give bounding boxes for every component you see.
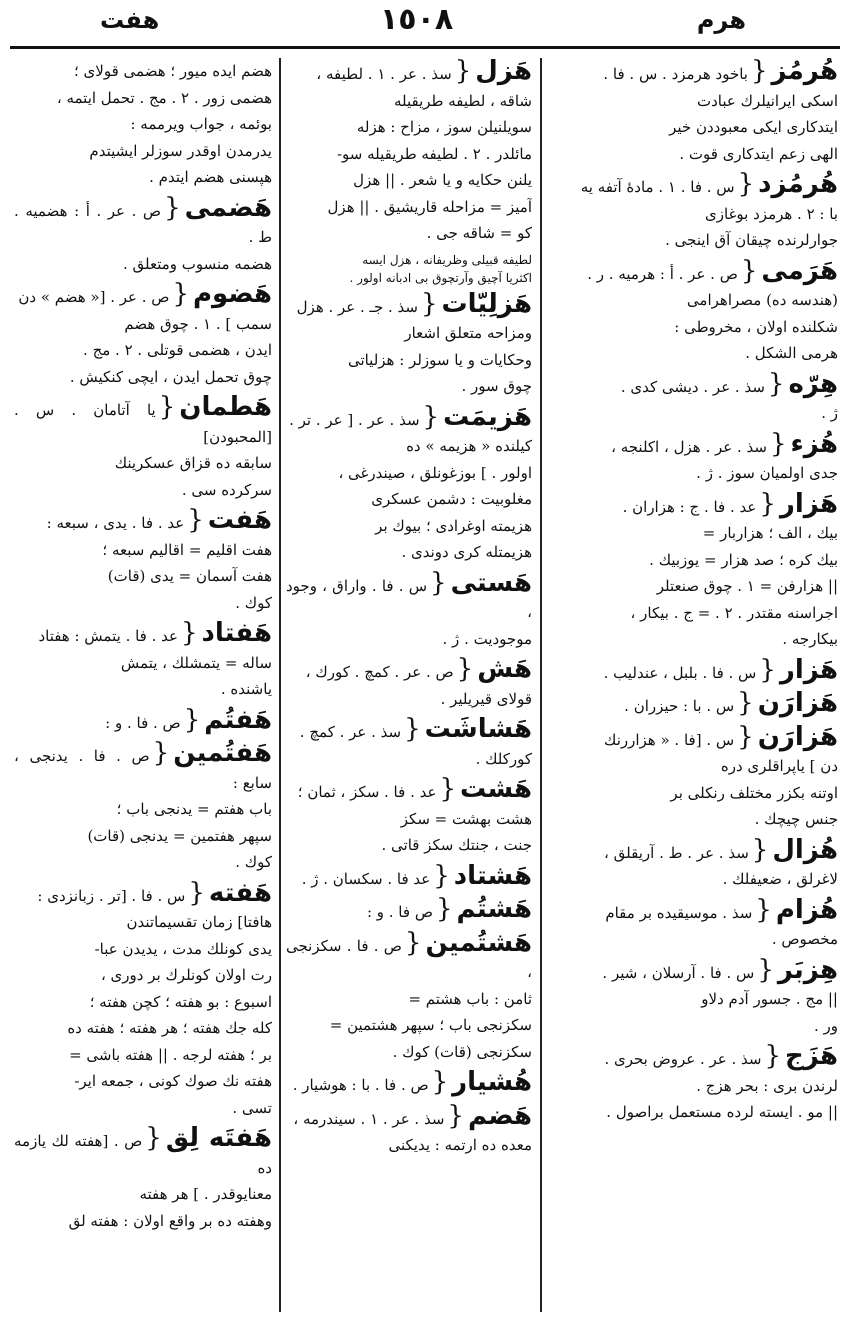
- dictionary-entry: [14, 704, 272, 737]
- headword: هَزلِيّات: [441, 288, 532, 319]
- entry-line: هشت بهشت = سكز: [400, 809, 532, 828]
- entry-line: ايتدكارى ايكى معبوددن خير: [669, 118, 838, 136]
- entry-line: مغلوبيت : دشمن عسكرى: [371, 490, 532, 508]
- entry-line: مائلدر . ٢ . لطيفه طريقيله سو-: [336, 144, 532, 163]
- headword: هَزل: [475, 58, 532, 86]
- headword: هِزبَر: [777, 954, 838, 985]
- entry-line: هَفتُمين{ص . فا . يدنجى ، سابع :: [14, 738, 272, 792]
- dictionary-entry: [548, 58, 838, 167]
- dictionary-entry: [14, 1125, 272, 1234]
- entry-line: هَفتاد{عد . فا . يتمش : هفتاد: [38, 618, 272, 648]
- entry-line: هُزام{سذ . موسيقيده بر مقام: [605, 894, 838, 925]
- entry-line: سمب ] . ١ . چوق هضم: [124, 314, 272, 333]
- dictionary-entry: [286, 927, 532, 1066]
- entry-line: هَزارَن{س . [فا . « هزاررنك: [604, 721, 838, 752]
- entry-line: بيكارجه .: [782, 630, 838, 648]
- entry-line: هَرَمى{ص . عر . أ : هرميه . ر .: [587, 255, 838, 286]
- entry-line: ايدن ، هضمى قوتلى . ٢ . مج .: [83, 341, 272, 359]
- dictionary-entry: [14, 192, 272, 278]
- entry-line: هَضوم{ص . عر . [« هضم » دن: [18, 279, 272, 309]
- entry-line: ثامن : باب هشتم =: [408, 989, 532, 1008]
- headword: هَزار: [779, 488, 838, 519]
- brace-mark: {: [750, 58, 768, 86]
- entry-line: اكثريا آچيق وآرتچوق بى ادبانه اولور .: [349, 270, 532, 285]
- entry-line: هَشتاد{عد فا . سكسان . ژ .: [301, 860, 532, 891]
- dictionary-entry: [548, 654, 838, 687]
- brace-mark: {: [433, 860, 450, 891]
- dictionary-entry: [14, 507, 272, 616]
- entry-line: جدى اولميان سوز . ژ .: [696, 464, 838, 482]
- entry-line: با : ٢ . هرمزد بوغازى: [705, 204, 838, 223]
- entry-line: چوق سور .: [461, 377, 532, 395]
- entry-line: ور .: [813, 1016, 838, 1035]
- entry-line: كيلنده « هزيمه » ده: [406, 437, 532, 455]
- header-left-catchword: هفت: [100, 6, 160, 34]
- entry-line: اولور . ] بوزغونلق ، صيندرغى ،: [338, 463, 532, 482]
- headword: هُزام: [775, 894, 838, 925]
- entry-line: هَفته{س . فا . [تر . زبانزدى :: [37, 877, 272, 908]
- dictionary-entry: [548, 690, 838, 720]
- brace-mark: {: [439, 774, 456, 804]
- entry-line: كو = شاقه جى .: [426, 224, 532, 242]
- column-divider: [540, 58, 542, 1312]
- brace-mark: {: [145, 1123, 162, 1153]
- brace-mark: {: [456, 654, 474, 684]
- dictionary-entry: [14, 281, 272, 390]
- brace-mark: {: [431, 1067, 449, 1097]
- entry-line: ژ .: [821, 404, 838, 422]
- entry-line: هَزلِيّات{سذ . جـ . عر . هزل: [296, 288, 532, 319]
- entry-line: هضم ايده ميور ؛ هضمى قولاى ؛: [74, 62, 272, 80]
- entry-line: هَزل{سذ . عر . ١ . لطيفه ،: [316, 58, 532, 86]
- headword: هَطمان: [179, 392, 272, 422]
- headword: هَزارَن: [757, 688, 838, 718]
- brace-mark: {: [764, 1041, 782, 1071]
- brace-mark: {: [454, 58, 472, 86]
- entry-line: بيك ، الف ؛ هزاربار =: [702, 524, 838, 542]
- entry-line: كوركلك .: [475, 749, 532, 768]
- entry-line: سويلنيلن سوز ، مزاح : هزله: [356, 118, 532, 136]
- dictionary-entry: [286, 896, 532, 926]
- entry-line: چوق تحمل ايدن ، ايچى كنكيش .: [69, 367, 272, 386]
- dictionary-entry: [14, 620, 272, 703]
- column-divider: [279, 58, 281, 1312]
- entry-line: هفت اقليم = اقاليم سبعه ؛: [102, 540, 272, 559]
- brace-mark: {: [158, 392, 176, 422]
- dictionary-entry: [548, 428, 838, 487]
- entry-line: هَشتُم{ص فا . و :: [366, 894, 532, 924]
- brace-mark: {: [757, 954, 774, 985]
- headword: هَستى: [450, 567, 532, 598]
- headword: هُشيار: [452, 1067, 532, 1097]
- headword: هُرمُز: [771, 58, 838, 86]
- dictionary-entry: [286, 776, 532, 859]
- brace-mark: {: [737, 169, 755, 199]
- entry-line: هُرمُزد{س . فا . ١ . مادهٔ آتفه يه: [580, 169, 838, 199]
- entry-line: هفته نك صوك كونى ، جمعه اير-: [74, 1072, 272, 1090]
- entry-line: هَزيمَت{سذ . عر . [ عر . تر .: [289, 401, 532, 432]
- headword: هَضمى: [184, 192, 272, 223]
- headword: هَفتُمين: [173, 738, 272, 768]
- headword: هَفت: [207, 505, 272, 535]
- entry-line: جنس چيچك .: [754, 810, 838, 828]
- entry-line: يلنن حكايه و يا شعر . || هزل: [353, 171, 532, 189]
- entry-line: كوك .: [235, 593, 272, 612]
- dictionary-entry: [548, 368, 838, 427]
- entry-line: يدى كونلك مدت ، يديدن عبا-: [94, 939, 272, 958]
- brace-mark: {: [755, 894, 772, 925]
- headword: هَشتُم: [456, 894, 532, 924]
- headword: هُزال: [772, 834, 838, 865]
- column-middle: [286, 58, 532, 1318]
- dictionary-entry: [548, 488, 838, 653]
- brace-mark: {: [435, 894, 453, 924]
- entry-line: اجراسنه مقتدر . ٢ . = ج . بيكار ،: [630, 603, 838, 622]
- entry-line: هَشاشَت{سذ . عر . كمچ .: [299, 714, 532, 744]
- entry-line: معنايوقدر . ] هر هفته: [139, 1185, 272, 1203]
- entry-line: سكزنجى باب ؛ سپهر هشتمين =: [329, 1016, 532, 1034]
- brace-mark: {: [172, 279, 189, 309]
- headword: هَزَج: [785, 1041, 838, 1071]
- entry-line: هافتا] زمان تقسيماتندن: [126, 913, 272, 931]
- entry-line: هَش{ص . عر . كمچ . كورك ،: [305, 654, 532, 684]
- entry-line: معده ده ارتمه : يديكنى: [388, 1136, 532, 1154]
- brace-mark: {: [740, 255, 758, 286]
- headword: هَش: [477, 654, 532, 684]
- entry-line: وهفته ده بر واقع اولان : هفته لق: [68, 1211, 272, 1230]
- dictionary-entry: [14, 394, 272, 503]
- entry-line: دن ] ياپراقلرى دره: [720, 757, 838, 775]
- headword: هَزيمَت: [443, 401, 532, 432]
- dictionary-entry: [286, 1069, 532, 1099]
- column-left: [14, 58, 272, 1318]
- headword: هَفته: [208, 877, 272, 908]
- entry-line: سكزنجى (قات) كوك .: [392, 1042, 532, 1061]
- entry-line: هپسنى هضم ايتدم .: [149, 168, 272, 186]
- brace-mark: {: [769, 428, 787, 459]
- entry-line: باب هفتم = يدنجى باب ؛: [116, 800, 272, 818]
- dictionary-entry: [286, 288, 532, 400]
- entry-line: قولاى قيريلير .: [440, 689, 532, 708]
- brace-mark: {: [737, 688, 754, 718]
- dictionary-entry: [548, 255, 838, 367]
- entry-line: لطيفه قبيلى وظريفانه ، هزل ايسه: [362, 252, 532, 267]
- entry-line: هَزار{س . فا . بلبل ، عندليب .: [603, 654, 838, 685]
- entry-line: هَزارَن{س . با : حيزران .: [624, 688, 838, 718]
- entry-line: اوتنه بكزر مختلف رنكلى بر: [670, 783, 838, 802]
- dictionary-entry: [548, 1043, 838, 1126]
- entry-line: آميز = مزاحله قاريشيق . || هزل: [327, 197, 532, 216]
- entry-line: هَزَج{سذ . عر . عروض بحرى .: [604, 1041, 838, 1071]
- headword: هَشت: [459, 774, 532, 804]
- entry-line: بوئمه ، جواب ويرممه :: [130, 115, 272, 133]
- entry-line: هَشتُمين{ص . فا . سكزنجى ،: [286, 927, 532, 981]
- entry-line: هَضمى{ص . عر . أ : هضميه . ط .: [14, 192, 272, 246]
- dictionary-entry: [286, 1100, 532, 1159]
- entry-line: هُزال{سذ . عر . ط . آريقلق ،: [604, 834, 838, 865]
- page-number: ١٥٠٨: [380, 2, 454, 37]
- entry-line: اسبوع : بو هفته ؛ كچن هفته ؛: [89, 992, 272, 1011]
- brace-mark: {: [422, 401, 440, 432]
- dictionary-entry: [14, 877, 272, 1122]
- dictionary-entry: [548, 954, 838, 1040]
- entry-line: كوك .: [235, 853, 272, 871]
- headword: هَفتاد: [201, 618, 272, 648]
- brace-mark: {: [187, 505, 204, 535]
- brace-mark: {: [420, 288, 438, 319]
- brace-mark: {: [759, 488, 776, 519]
- dictionary-entry: [286, 401, 532, 566]
- headword: هَضوم: [192, 279, 272, 309]
- dictionary-entry: [14, 58, 272, 191]
- entry-line: يدرمدن اوقدر سوزلر ايشيتدم: [89, 141, 272, 160]
- entry-line: اسكى ايرانيلرك عبادت: [697, 91, 838, 110]
- page-header: [0, 0, 850, 52]
- entry-line: سركرده سى .: [181, 480, 272, 499]
- brace-mark: {: [404, 927, 422, 958]
- headword: هُرمُزد: [758, 169, 838, 199]
- brace-mark: {: [767, 368, 785, 399]
- brace-mark: {: [751, 834, 769, 865]
- brace-mark: {: [404, 714, 421, 744]
- entry-line: لاغرلق ، ضعيفلك .: [722, 870, 838, 888]
- entry-line: شكلنده اولان ، مخروطى :: [674, 317, 838, 336]
- dictionary-entry: [286, 251, 532, 287]
- headword: هَزار: [779, 654, 838, 685]
- dictionary-entry: [286, 860, 532, 893]
- entry-line: هُزء{سذ . عر . هزل ، اكلنجه ،: [611, 428, 838, 459]
- entry-line: هَزار{عد . فا . ج : هزاران .: [622, 488, 838, 519]
- entry-line: ياشنده .: [220, 680, 272, 698]
- headword: هَزارَن: [757, 721, 838, 752]
- entry-line: جوارلرنده چيقان آق اينجى .: [665, 231, 838, 249]
- entry-line: ومزاحه متعلق اشعار: [404, 324, 532, 342]
- entry-line: هَشت{عد . فا . سكز ، ثمان ؛: [297, 774, 532, 804]
- entry-line: هَفت{عد . فا . يدى ، سبعه :: [46, 505, 272, 535]
- dictionary-entry: [548, 171, 838, 254]
- entry-line: هفت آسمان = يدى (قات): [107, 567, 272, 585]
- entry-line: هِزبَر{س . فا . آرسلان ، شير .: [602, 954, 838, 985]
- brace-mark: {: [183, 704, 201, 735]
- entry-line: سپهر هفتمين = يدنجى (قات): [87, 826, 272, 845]
- headword: هَرَمى: [761, 255, 838, 286]
- entry-line: هِرّه{سذ . عر . ديشى كدى .: [620, 368, 838, 399]
- dictionary-entry: [286, 567, 532, 653]
- entry-line: هَستى{س . فا . واراق ، وجود ،: [286, 567, 532, 621]
- entry-line: كله جك هفته ؛ هر هفته ؛ هفته ده: [67, 1019, 272, 1037]
- entry-line: هرمى الشكل .: [745, 344, 838, 362]
- header-rule: [10, 46, 840, 49]
- header-right-catchword: هرم: [696, 6, 746, 34]
- entry-line: موجوديت . ژ .: [442, 629, 532, 648]
- entry-line: بر ؛ هفته لرجه . || هفته باشى =: [69, 1045, 272, 1064]
- headword: هَشاشَت: [424, 714, 532, 744]
- entry-line: (هندسه ده) مصراهرامى: [686, 291, 838, 309]
- brace-mark: {: [164, 192, 181, 223]
- headword: هَفتَه لِق: [165, 1123, 272, 1153]
- headword: هِرّه: [788, 368, 838, 399]
- entry-line: بيك كره ؛ صد هزار = يوزبيك .: [649, 550, 838, 569]
- brace-mark: {: [180, 618, 198, 648]
- dictionary-entry: [286, 58, 532, 247]
- entry-line: هزيمتله كرى دوندى .: [401, 543, 532, 561]
- dictionary-entry: [286, 656, 532, 712]
- entry-line: هضمى زور . ٢ . مج . تحمل ايتمه ،: [56, 88, 272, 107]
- brace-mark: {: [188, 877, 205, 908]
- entry-line: الهى زعم ايتدكارى قوت .: [679, 144, 838, 163]
- entry-line: هُشيار{ص . فا . با : هوشيار .: [292, 1067, 532, 1097]
- brace-mark: {: [447, 1100, 464, 1131]
- entry-line: لرندن برى : بحر هزج .: [696, 1076, 838, 1095]
- entry-line: || مج . جسور آدم دلاو: [701, 990, 838, 1008]
- entry-line: هضمه منسوب ومتعلق .: [122, 254, 272, 273]
- headword: هَضم: [467, 1100, 532, 1131]
- entry-line: هَطمان{يا آتامان . س . [المحبودن]: [14, 392, 272, 446]
- headword: هَشتاد: [453, 860, 532, 891]
- brace-mark: {: [759, 654, 776, 685]
- entry-line: شاقه ، لطيفه طريقيله: [393, 91, 532, 110]
- headword: هُزء: [790, 428, 838, 459]
- entry-line: رت اولان كونلرك بر دورى ،: [100, 966, 272, 984]
- entry-line: سابقه ده قزاق عسكرينك: [114, 454, 272, 472]
- brace-mark: {: [152, 738, 170, 768]
- entry-line: هُرمُز{باخود هرمزد . س . فا .: [603, 58, 838, 86]
- dictionary-entry: [548, 721, 838, 833]
- entry-line: هَضم{سذ . عر . ١ . سيندرمه ،: [293, 1100, 532, 1131]
- entry-line: || هزارفن = ١ . چوق صنعتلر: [656, 577, 838, 595]
- entry-line: هَفتُم{ص . فا . و :: [105, 704, 272, 735]
- dictionary-entry: [286, 716, 532, 772]
- entry-line: هَفتَه لِق{ص . [هفته لك يازمه ده: [14, 1123, 272, 1177]
- dictionary-entry: [14, 740, 272, 876]
- brace-mark: {: [737, 721, 754, 752]
- brace-mark: {: [430, 567, 447, 598]
- headword: هَشتُمين: [425, 927, 532, 958]
- entry-line: ساله = يتمشلك ، يتمش: [120, 653, 272, 672]
- entry-line: مخصوص .: [771, 930, 838, 948]
- entry-line: تسى .: [232, 1098, 272, 1117]
- entry-line: هزيمته اوغرادى ؛ بيوك بر: [375, 516, 532, 535]
- entry-line: جنت ، جنتك سكز قاتى .: [381, 836, 532, 854]
- dictionary-entry: [548, 834, 838, 893]
- headword: هَفتُم: [204, 704, 272, 735]
- entry-line: وحكايات و يا سوزلر : هزلياتى: [347, 350, 532, 369]
- column-right: [548, 58, 838, 1318]
- entry-line: || مو . ايسته لرده مستعمل براصول .: [606, 1103, 838, 1121]
- dictionary-entry: [548, 894, 838, 953]
